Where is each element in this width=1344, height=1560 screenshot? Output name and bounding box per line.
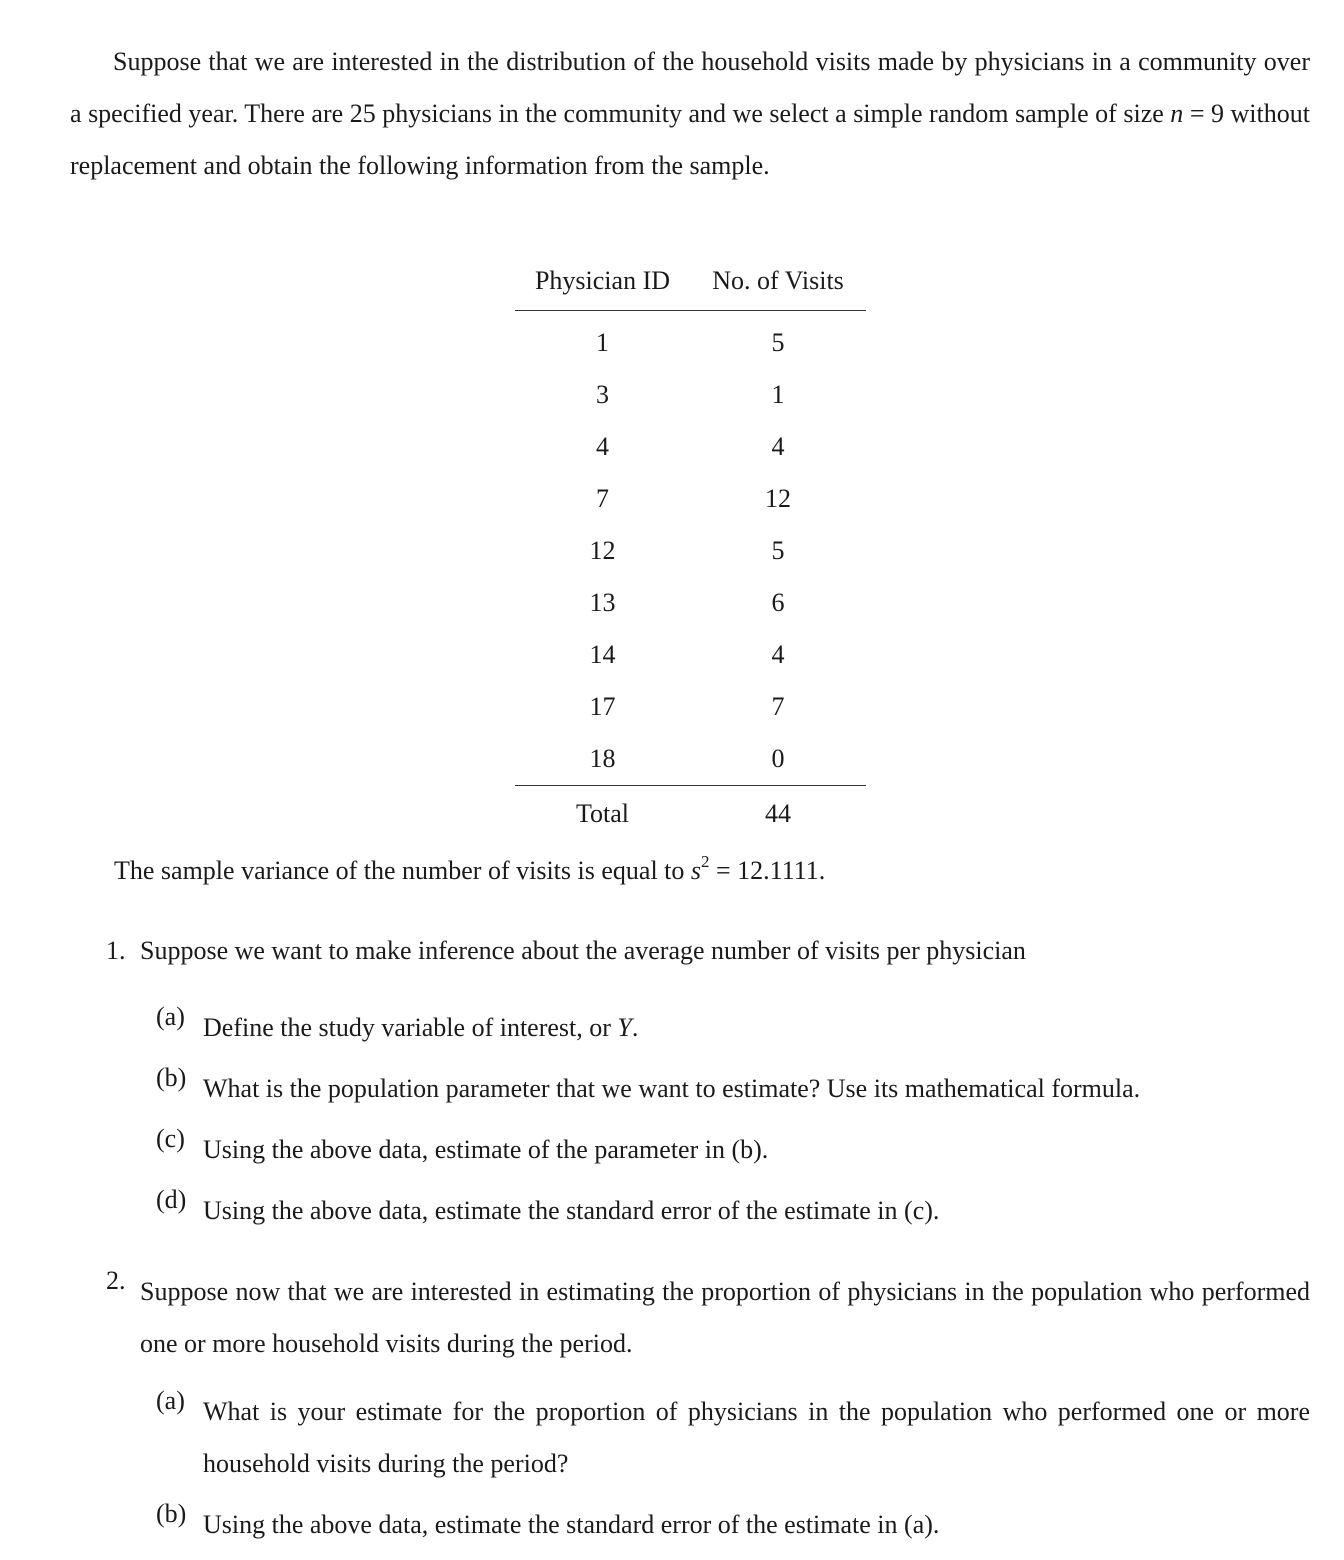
- question-1-number: 1.: [106, 936, 126, 965]
- cell-visits: 1: [771, 380, 785, 409]
- question-1-text: Suppose we want to make inference about the average number of visits per physician: [140, 936, 1026, 965]
- cell-visits: 5: [771, 328, 785, 357]
- cell-physician-id: 3: [596, 380, 609, 409]
- header-physician-id: Physician ID: [515, 262, 690, 311]
- question-1d-text: Using the above data, estimate the standard error of the estimate in (c).: [203, 1196, 940, 1225]
- question-2b-label: (b): [156, 1499, 187, 1528]
- s-exponent: 2: [701, 852, 710, 871]
- table-row: [515, 369, 866, 421]
- table-row: [515, 733, 866, 786]
- table-row: [515, 629, 866, 681]
- question-1d-label: (d): [156, 1185, 187, 1214]
- table-row: [515, 421, 866, 473]
- question-1a-text: Define the study variable of interest, or Y.: [203, 1013, 639, 1042]
- table-row: [515, 473, 866, 525]
- sample-table: [515, 262, 866, 842]
- table-header-row: [515, 262, 866, 311]
- question-2a-text: What is your estimate for the proportion of physicians in the population who performed one or more household visits during the period?: [203, 1397, 1310, 1478]
- y-variable: Y: [617, 1013, 632, 1042]
- cell-physician-id: 12: [589, 536, 616, 565]
- header-visits: No. of Visits: [690, 262, 866, 311]
- cell-physician-id: 7: [596, 484, 609, 513]
- cell-visits: 6: [771, 588, 785, 617]
- question-1b-label: (b): [156, 1063, 187, 1092]
- table-row: [515, 681, 866, 733]
- cell-physician-id: 1: [596, 328, 609, 357]
- question-2-number: 2.: [106, 1266, 126, 1295]
- variance-text: The sample variance of the number of visits is equal to: [114, 856, 691, 885]
- s-variable: s: [690, 856, 702, 885]
- cell-physician-id: 4: [596, 432, 609, 461]
- intro-text-end: = 9 without replacement and obtain the following information from the sample.: [70, 99, 1310, 180]
- cell-visits: 4: [771, 640, 785, 669]
- variance-value: = 12.1111.: [709, 856, 826, 885]
- question-1c-label: (c): [156, 1124, 185, 1153]
- intro-paragraph: [70, 36, 1310, 192]
- question-1a-label: (a): [156, 1002, 185, 1031]
- cell-visits: 0: [690, 733, 866, 786]
- intro-text: Suppose that we are interested in the distribution of the household visits made by physicians in a community over a specified year. There are 25 physicians in the community and we select a simple random sample of size: [70, 47, 1310, 128]
- cell-physician-id: 18: [515, 733, 690, 786]
- cell-visits: 12: [765, 484, 791, 513]
- cell-visits: 5: [771, 536, 785, 565]
- question-1c-text: Using the above data, estimate of the parameter in (b).: [203, 1135, 769, 1164]
- cell-visits: 7: [771, 692, 785, 721]
- cell-physician-id: 17: [589, 692, 616, 721]
- n-variable: n: [1170, 99, 1184, 128]
- table-total-row: [515, 786, 866, 843]
- question-2b-text: Using the above data, estimate the standard error of the estimate in (a).: [203, 1510, 940, 1539]
- total-label: Total: [575, 799, 630, 828]
- cell-physician-id: 14: [589, 640, 616, 669]
- question-2-text: Suppose now that we are interested in estimating the proportion of physicians in the population who performed one or more household visits during the period.: [140, 1277, 1310, 1358]
- table-row: [515, 311, 866, 370]
- variance-statement: [114, 852, 826, 886]
- table-row: [515, 525, 866, 577]
- total-value: 44: [765, 799, 791, 828]
- cell-visits: 4: [771, 432, 785, 461]
- question-2a-label: (a): [156, 1386, 185, 1415]
- question-1b-text: What is the population parameter that we want to estimate? Use its mathematical formula.: [203, 1074, 1141, 1103]
- cell-physician-id: 13: [589, 588, 616, 617]
- table-row: [515, 577, 866, 629]
